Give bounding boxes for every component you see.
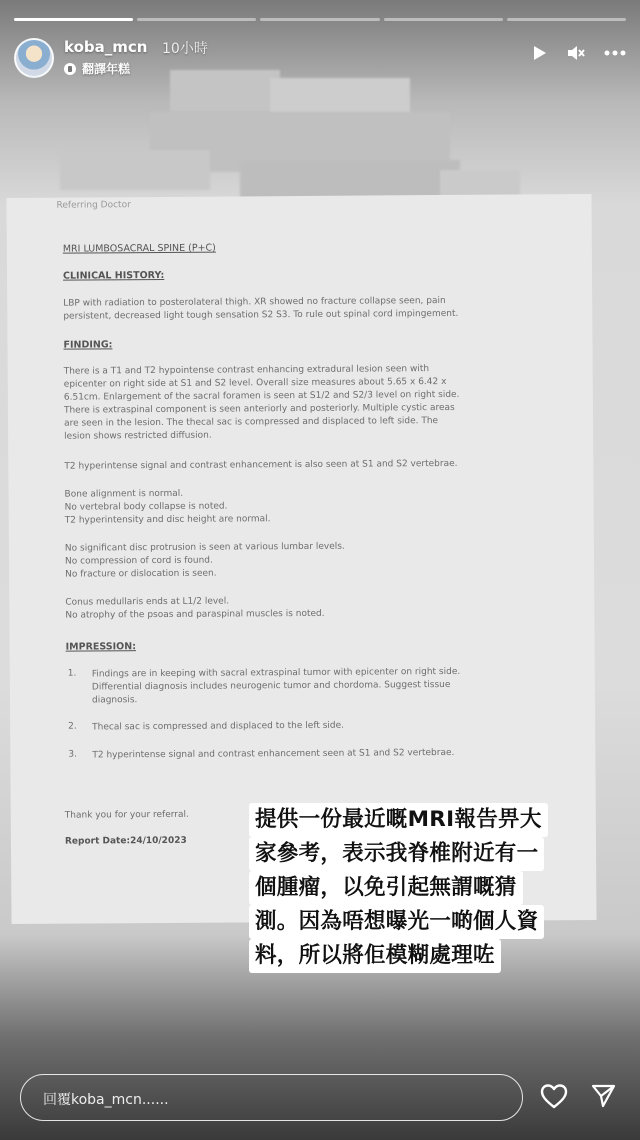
progress-segment	[260, 18, 379, 21]
music-icon	[64, 63, 76, 75]
music-label: 翻譯年糕	[82, 62, 131, 76]
finding-line: are seen in the lesion. The thecal sac is compressed and displaced to left side. The	[64, 416, 439, 429]
header-controls	[530, 44, 626, 62]
thanks-note: Thank you for your referral.	[64, 809, 189, 821]
username[interactable]: koba_mcn	[64, 38, 148, 56]
referring-doctor: Referring Doctor	[56, 200, 131, 211]
more-icon[interactable]	[604, 50, 626, 56]
finding-line: 6.51cm. Enlargement of the sacral foramen is seen at S1/2 and S2/3 level on right side.	[63, 389, 460, 403]
impression-heading: IMPRESSION:	[65, 641, 137, 653]
play-icon[interactable]	[530, 44, 548, 62]
caption-line: 提供一份最近嘅MRI報告畀大	[249, 803, 548, 837]
impression-line: T2 hyperintense signal and contrast enhancement seen at S1 and S2 vertebrae.	[92, 747, 455, 761]
caption-line: 個腫瘤，以免引起無謂嘅猜	[249, 871, 523, 905]
mute-icon[interactable]	[566, 44, 586, 62]
impression-number: 3.	[68, 749, 77, 760]
progress-segment	[507, 18, 626, 21]
story-caption	[249, 803, 589, 973]
impression-line: Thecal sac is compressed and displaced to the left side.	[92, 720, 345, 733]
progress-segment	[14, 18, 133, 21]
finding-line: There is a T1 and T2 hypointense contrast enhancing extradural lesion seen with	[63, 364, 430, 377]
censored-block	[170, 70, 280, 112]
caption-line: 測。因為唔想曝光一啲個人資	[249, 905, 544, 939]
send-icon[interactable]	[590, 1083, 616, 1113]
finding-line: No atrophy of the psoas and paraspinal muscles is noted.	[65, 608, 325, 621]
story-header	[14, 36, 626, 82]
censored-block	[270, 78, 410, 114]
finding-line: No significant disc protrusion is seen at various lumbar levels.	[64, 541, 345, 554]
finding-line: No compression of cord is found.	[64, 555, 213, 567]
heart-icon[interactable]	[540, 1083, 568, 1113]
impression-line: Differential diagnosis includes neurogenic tumor and chordoma. Suggest tissue	[91, 679, 451, 693]
finding-line: T2 hyperintensity and disc height are normal.	[64, 514, 271, 526]
censored-block	[60, 150, 210, 190]
reply-input[interactable]	[20, 1074, 523, 1121]
avatar[interactable]	[14, 38, 54, 78]
reply-actions	[540, 1083, 616, 1113]
finding-line: lesion shows restricted diffusion.	[64, 430, 212, 442]
caption-line: 家參考，表示我脊椎附近有一	[249, 837, 544, 871]
caption-line: 料，所以將佢模糊處理咗	[249, 939, 501, 973]
finding-line: There is extraspinal component is seen anteriorly and posteriorly. Multiple cystic areas	[63, 402, 455, 416]
finding-line: No vertebral body collapse is noted.	[64, 501, 228, 513]
reply-placeholder: 回覆koba_mcn......	[43, 1092, 169, 1108]
finding-line: No fracture or dislocation is seen.	[65, 568, 217, 580]
clinical-history-line: persistent, decreased light tough sensation S2 S3. To rule out spinal cord impingement.	[63, 308, 459, 322]
finding-line: Bone alignment is normal.	[64, 488, 184, 500]
clinical-history-heading: CLINICAL HISTORY:	[62, 269, 165, 282]
impression-number: 2.	[68, 721, 77, 732]
impression-line: diagnosis.	[91, 695, 138, 706]
post-time: 10小時	[162, 41, 208, 57]
progress-segment	[137, 18, 256, 21]
music-attribution[interactable]	[64, 60, 130, 77]
report-date: Report Date:24/10/2023	[64, 835, 187, 847]
report-title: MRI LUMBOSACRAL SPINE (P+C)	[62, 242, 216, 255]
impression-number: 1.	[67, 668, 77, 679]
finding-heading: FINDING:	[63, 339, 113, 351]
finding-line: epicenter on right side at S1 and S2 level. Overall size measures about 5.65 x 6.42 x	[63, 376, 447, 390]
impression-line: Findings are in keeping with sacral extraspinal tumor with epicenter on right side.	[91, 666, 461, 680]
finding-line: Conus medullaris ends at L1/2 level.	[65, 596, 230, 608]
clinical-history-line: LBP with radiation to posterolateral thigh. XR showed no fracture collapse seen, pain	[63, 295, 446, 309]
story-progress-bar	[14, 18, 626, 21]
finding-line: T2 hyperintense signal and contrast enhancement is also seen at S1 and S2 vertebrae.	[64, 458, 458, 472]
progress-segment	[384, 18, 503, 21]
